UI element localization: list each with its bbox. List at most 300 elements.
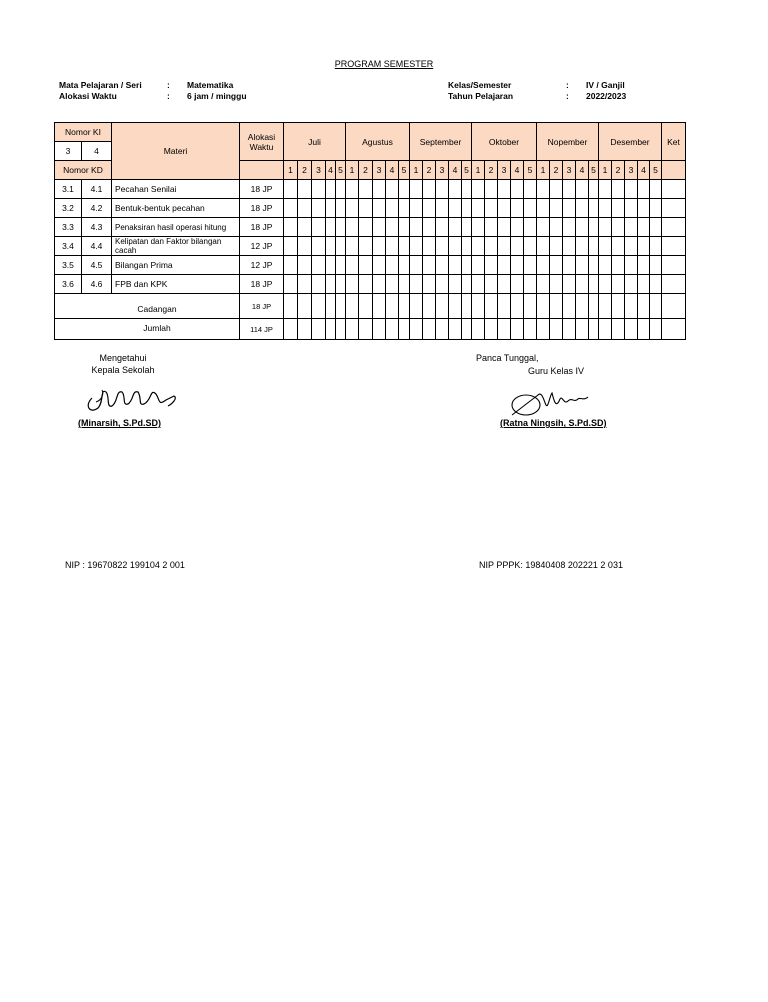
schedule-cell: [662, 237, 686, 256]
schedule-cell: [449, 294, 462, 319]
schedule-cell: [386, 294, 399, 319]
schedule-cell: [436, 199, 449, 218]
schedule-cell: [612, 237, 625, 256]
schedule-cell: [650, 199, 662, 218]
schedule-cell: [599, 256, 612, 275]
schedule-cell: [410, 237, 423, 256]
colon: :: [167, 80, 170, 90]
schedule-cell: [589, 218, 599, 237]
week-number-cell: 3: [625, 161, 638, 180]
schedule-cell: [524, 294, 537, 319]
schedule-cell: [485, 199, 498, 218]
header-row-1: [55, 123, 686, 142]
schedule-cell: [589, 294, 599, 319]
week-number-cell: 4: [576, 161, 589, 180]
mengetahui-text: Mengetahui: [99, 353, 147, 363]
schedule-cell: [498, 218, 511, 237]
schedule-cell: [662, 199, 686, 218]
schedule-cell: [399, 256, 410, 275]
schedule-cell: [346, 294, 359, 319]
week-number-cell: 1: [410, 161, 423, 180]
week-number-cell: 5: [336, 161, 346, 180]
schedule-cell: [399, 319, 410, 340]
schedule-cell: [563, 294, 576, 319]
schedule-cell: [625, 275, 638, 294]
schedule-cell: [589, 199, 599, 218]
schedule-cell: [599, 275, 612, 294]
week-number-cell: 2: [423, 161, 436, 180]
materi-header: Materi: [112, 123, 240, 180]
schedule-cell: [599, 180, 612, 199]
schedule-cell: [386, 218, 399, 237]
kd4-cell: 4.1: [82, 180, 112, 199]
week-number-cell: 2: [485, 161, 498, 180]
value-tahun-pelajaran: 2022/2023: [586, 91, 627, 101]
schedule-cell: [485, 319, 498, 340]
week-number-cell: 5: [589, 161, 599, 180]
alokasi-cell: 18 JP: [240, 218, 284, 237]
schedule-cell: [524, 199, 537, 218]
schedule-cell: [410, 294, 423, 319]
schedule-cell: [662, 180, 686, 199]
schedule-cell: [386, 275, 399, 294]
schedule-cell: [589, 237, 599, 256]
week-number-cell: 1: [537, 161, 550, 180]
schedule-cell: [524, 218, 537, 237]
schedule-cell: [410, 319, 423, 340]
schedule-cell: [550, 180, 563, 199]
schedule-cell: [650, 275, 662, 294]
schedule-cell: [472, 218, 485, 237]
schedule-cell: [612, 199, 625, 218]
schedule-cell: [359, 218, 373, 237]
schedule-cell: [312, 294, 326, 319]
schedule-cell: [511, 319, 524, 340]
schedule-cell: [537, 319, 550, 340]
schedule-cell: [346, 275, 359, 294]
ket-header: Ket: [662, 123, 686, 161]
schedule-cell: [625, 180, 638, 199]
schedule-cell: [576, 199, 589, 218]
materi-cell: Bentuk-bentuk pecahan: [112, 199, 240, 218]
schedule-cell: [399, 294, 410, 319]
schedule-cell: [599, 199, 612, 218]
schedule-cell: [298, 199, 312, 218]
schedule-cell: [589, 256, 599, 275]
schedule-cell: [485, 256, 498, 275]
schedule-cell: [373, 275, 386, 294]
schedule-cell: [537, 199, 550, 218]
schedule-cell: [346, 218, 359, 237]
schedule-cell: [449, 256, 462, 275]
schedule-cell: [284, 275, 298, 294]
week-number-cell: 4: [449, 161, 462, 180]
table-row: [55, 256, 686, 275]
schedule-cell: [436, 256, 449, 275]
ki-value-4: 4: [82, 142, 112, 161]
week-number-cell: 1: [472, 161, 485, 180]
schedule-cell: [650, 218, 662, 237]
schedule-cell: [650, 294, 662, 319]
schedule-cell: [511, 256, 524, 275]
program-semester-table: [54, 122, 686, 340]
schedule-cell: [485, 275, 498, 294]
schedule-cell: [312, 237, 326, 256]
week-number-cell: 2: [612, 161, 625, 180]
kd4-cell: 4.2: [82, 199, 112, 218]
schedule-cell: [537, 237, 550, 256]
schedule-cell: [550, 199, 563, 218]
schedule-cell: [399, 180, 410, 199]
schedule-cell: [612, 180, 625, 199]
schedule-cell: [599, 294, 612, 319]
schedule-cell: [326, 180, 336, 199]
schedule-cell: [386, 237, 399, 256]
schedule-cell: [550, 237, 563, 256]
schedule-cell: [410, 199, 423, 218]
nomor-ki-header: Nomor KI: [55, 123, 112, 142]
cadangan-value: 18 JP: [240, 294, 284, 319]
schedule-cell: [449, 218, 462, 237]
table-row: [55, 237, 686, 256]
alokasi-subheader: [240, 161, 284, 180]
schedule-cell: [462, 256, 472, 275]
schedule-cell: [485, 180, 498, 199]
materi-cell: Bilangan Prima: [112, 256, 240, 275]
schedule-cell: [423, 199, 436, 218]
schedule-cell: [638, 237, 650, 256]
schedule-cell: [386, 319, 399, 340]
info-left-values: [187, 80, 247, 102]
schedule-cell: [336, 218, 346, 237]
schedule-cell: [662, 218, 686, 237]
schedule-cell: [423, 256, 436, 275]
schedule-cell: [662, 294, 686, 319]
week-number-cell: 2: [298, 161, 312, 180]
schedule-cell: [563, 237, 576, 256]
schedule-cell: [359, 319, 373, 340]
schedule-cell: [650, 319, 662, 340]
schedule-cell: [336, 319, 346, 340]
schedule-cell: [498, 199, 511, 218]
week-number-cell: 1: [599, 161, 612, 180]
right-signature-name: (Ratna Ningsih, S.Pd.SD): [500, 418, 607, 428]
schedule-cell: [462, 199, 472, 218]
alokasi-cell: 12 JP: [240, 237, 284, 256]
schedule-cell: [449, 275, 462, 294]
schedule-cell: [423, 218, 436, 237]
schedule-cell: [449, 319, 462, 340]
schedule-cell: [498, 294, 511, 319]
schedule-cell: [511, 199, 524, 218]
kd4-cell: 4.3: [82, 218, 112, 237]
schedule-cell: [423, 180, 436, 199]
schedule-cell: [563, 256, 576, 275]
schedule-cell: [550, 319, 563, 340]
schedule-cell: [436, 275, 449, 294]
right-nip: NIP PPPK: 19840408 202221 2 031: [479, 560, 623, 570]
schedule-cell: [298, 180, 312, 199]
schedule-cell: [625, 237, 638, 256]
schedule-cell: [550, 256, 563, 275]
schedule-cell: [436, 237, 449, 256]
week-number-cell: 3: [312, 161, 326, 180]
week-number-cell: 5: [462, 161, 472, 180]
schedule-cell: [386, 199, 399, 218]
schedule-cell: [563, 199, 576, 218]
week-number-cell: 4: [386, 161, 399, 180]
week-number-cell: 3: [373, 161, 386, 180]
schedule-cell: [336, 294, 346, 319]
schedule-cell: [625, 294, 638, 319]
schedule-cell: [576, 180, 589, 199]
schedule-cell: [336, 199, 346, 218]
week-number-cell: 2: [550, 161, 563, 180]
schedule-cell: [423, 237, 436, 256]
alokasi-header: Alokasi Waktu: [240, 123, 284, 161]
schedule-cell: [537, 218, 550, 237]
schedule-cell: [576, 256, 589, 275]
label-alokasi-waktu: Alokasi Waktu: [59, 91, 117, 101]
schedule-cell: [589, 180, 599, 199]
schedule-cell: [498, 237, 511, 256]
kd3-cell: 3.6: [55, 275, 82, 294]
schedule-cell: [449, 237, 462, 256]
schedule-cell: [423, 319, 436, 340]
table-row: [55, 199, 686, 218]
schedule-cell: [298, 275, 312, 294]
schedule-cell: [625, 218, 638, 237]
schedule-cell: [449, 180, 462, 199]
schedule-cell: [336, 256, 346, 275]
schedule-cell: [359, 275, 373, 294]
schedule-cell: [373, 218, 386, 237]
schedule-cell: [373, 319, 386, 340]
month-agustus: Agustus: [346, 123, 410, 161]
schedule-cell: [312, 218, 326, 237]
schedule-cell: [550, 275, 563, 294]
page-title: PROGRAM SEMESTER: [334, 59, 434, 69]
materi-cell: Pecahan Senilai: [112, 180, 240, 199]
schedule-cell: [462, 218, 472, 237]
schedule-cell: [599, 319, 612, 340]
schedule-cell: [359, 199, 373, 218]
kd4-cell: 4.6: [82, 275, 112, 294]
kd3-cell: 3.2: [55, 199, 82, 218]
schedule-cell: [410, 275, 423, 294]
schedule-cell: [386, 256, 399, 275]
schedule-cell: [326, 237, 336, 256]
schedule-cell: [312, 180, 326, 199]
schedule-cell: [373, 256, 386, 275]
schedule-cell: [511, 237, 524, 256]
schedule-cell: [359, 180, 373, 199]
month-nopember: Nopember: [537, 123, 599, 161]
schedule-cell: [625, 319, 638, 340]
value-mata-pelajaran: Matematika: [187, 80, 234, 90]
schedule-cell: [423, 294, 436, 319]
schedule-cell: [312, 199, 326, 218]
schedule-cell: [298, 237, 312, 256]
jumlah-label: Jumlah: [55, 319, 240, 340]
month-desember: Desember: [599, 123, 662, 161]
schedule-cell: [589, 319, 599, 340]
schedule-cell: [410, 256, 423, 275]
schedule-cell: [326, 294, 336, 319]
info-right-values: [586, 80, 626, 102]
right-signature-scribble: [508, 385, 598, 421]
schedule-cell: [563, 218, 576, 237]
alokasi-cell: 18 JP: [240, 180, 284, 199]
schedule-cell: [298, 294, 312, 319]
schedule-cell: [625, 256, 638, 275]
schedule-cell: [373, 294, 386, 319]
schedule-cell: [550, 294, 563, 319]
schedule-cell: [462, 319, 472, 340]
schedule-cell: [498, 180, 511, 199]
schedule-cell: [589, 275, 599, 294]
table-row: [55, 218, 686, 237]
schedule-cell: [576, 275, 589, 294]
schedule-cell: [524, 275, 537, 294]
schedule-cell: [638, 294, 650, 319]
month-oktober: Oktober: [472, 123, 537, 161]
schedule-cell: [284, 319, 298, 340]
colon: :: [167, 91, 170, 101]
materi-cell: Kelipatan dan Faktor bilangan cacah: [112, 237, 240, 256]
schedule-cell: [346, 180, 359, 199]
schedule-cell: [346, 319, 359, 340]
week-number-cell: 4: [511, 161, 524, 180]
month-juli: Juli: [284, 123, 346, 161]
schedule-cell: [511, 218, 524, 237]
left-signature-block: [63, 353, 183, 375]
info-right-colons: [566, 80, 569, 102]
schedule-cell: [599, 218, 612, 237]
schedule-cell: [399, 199, 410, 218]
schedule-cell: [436, 319, 449, 340]
schedule-cell: [298, 218, 312, 237]
schedule-cell: [472, 294, 485, 319]
schedule-cell: [284, 199, 298, 218]
schedule-cell: [524, 319, 537, 340]
schedule-cell: [326, 218, 336, 237]
schedule-cell: [346, 256, 359, 275]
kd3-cell: 3.4: [55, 237, 82, 256]
schedule-cell: [399, 218, 410, 237]
schedule-cell: [638, 180, 650, 199]
week-number-cell: 5: [650, 161, 662, 180]
schedule-cell: [436, 218, 449, 237]
schedule-cell: [284, 218, 298, 237]
schedule-cell: [312, 275, 326, 294]
week-number-cell: 1: [346, 161, 359, 180]
week-number-cell: 2: [359, 161, 373, 180]
schedule-cell: [326, 199, 336, 218]
ki-value-3: 3: [55, 142, 82, 161]
label-kelas-semester: Kelas/Semester: [448, 80, 512, 90]
schedule-cell: [410, 218, 423, 237]
schedule-cell: [336, 275, 346, 294]
schedule-cell: [612, 218, 625, 237]
schedule-cell: [284, 256, 298, 275]
schedule-cell: [612, 294, 625, 319]
schedule-cell: [563, 275, 576, 294]
schedule-cell: [563, 319, 576, 340]
schedule-cell: [576, 294, 589, 319]
kd4-cell: 4.4: [82, 237, 112, 256]
schedule-cell: [511, 180, 524, 199]
schedule-cell: [399, 275, 410, 294]
week-number-cell: 1: [284, 161, 298, 180]
schedule-cell: [284, 294, 298, 319]
schedule-cell: [537, 294, 550, 319]
schedule-cell: [511, 275, 524, 294]
schedule-cell: [462, 275, 472, 294]
label-tahun-pelajaran: Tahun Pelajaran: [448, 91, 514, 101]
schedule-cell: [550, 218, 563, 237]
alokasi-cell: 12 JP: [240, 256, 284, 275]
schedule-cell: [472, 180, 485, 199]
schedule-cell: [423, 275, 436, 294]
week-number-cell: 3: [563, 161, 576, 180]
schedule-cell: [576, 319, 589, 340]
left-signature-scribble: [82, 378, 182, 418]
schedule-cell: [524, 237, 537, 256]
week-number-cell: 4: [638, 161, 650, 180]
materi-cell: Penaksiran hasil operasi hitung: [112, 218, 240, 237]
schedule-cell: [449, 199, 462, 218]
schedule-cell: [472, 275, 485, 294]
summary-row: [55, 294, 686, 319]
schedule-cell: [638, 256, 650, 275]
ket-subheader: [662, 161, 686, 180]
schedule-cell: [537, 180, 550, 199]
schedule-cell: [638, 218, 650, 237]
kd3-cell: 3.1: [55, 180, 82, 199]
schedule-cell: [612, 319, 625, 340]
nomor-kd-header: Nomor KD: [55, 161, 112, 180]
schedule-cell: [312, 256, 326, 275]
schedule-cell: [537, 275, 550, 294]
info-left-colons: [167, 80, 170, 102]
schedule-cell: [373, 199, 386, 218]
schedule-cell: [472, 237, 485, 256]
kd3-cell: 3.3: [55, 218, 82, 237]
schedule-cell: [298, 319, 312, 340]
schedule-cell: [612, 275, 625, 294]
schedule-cell: [346, 237, 359, 256]
kd4-cell: 4.5: [82, 256, 112, 275]
cadangan-label: Cadangan: [55, 294, 240, 319]
schedule-cell: [472, 199, 485, 218]
value-kelas-semester: IV / Ganjil: [586, 80, 625, 90]
schedule-cell: [537, 256, 550, 275]
schedule-cell: [524, 256, 537, 275]
week-number-cell: 3: [436, 161, 449, 180]
schedule-cell: [284, 180, 298, 199]
materi-cell: FPB dan KPK: [112, 275, 240, 294]
schedule-cell: [599, 237, 612, 256]
schedule-cell: [359, 294, 373, 319]
schedule-cell: [498, 256, 511, 275]
schedule-cell: [462, 294, 472, 319]
table-row: [55, 275, 686, 294]
schedule-cell: [312, 319, 326, 340]
schedule-cell: [625, 199, 638, 218]
schedule-cell: [638, 199, 650, 218]
schedule-cell: [511, 294, 524, 319]
